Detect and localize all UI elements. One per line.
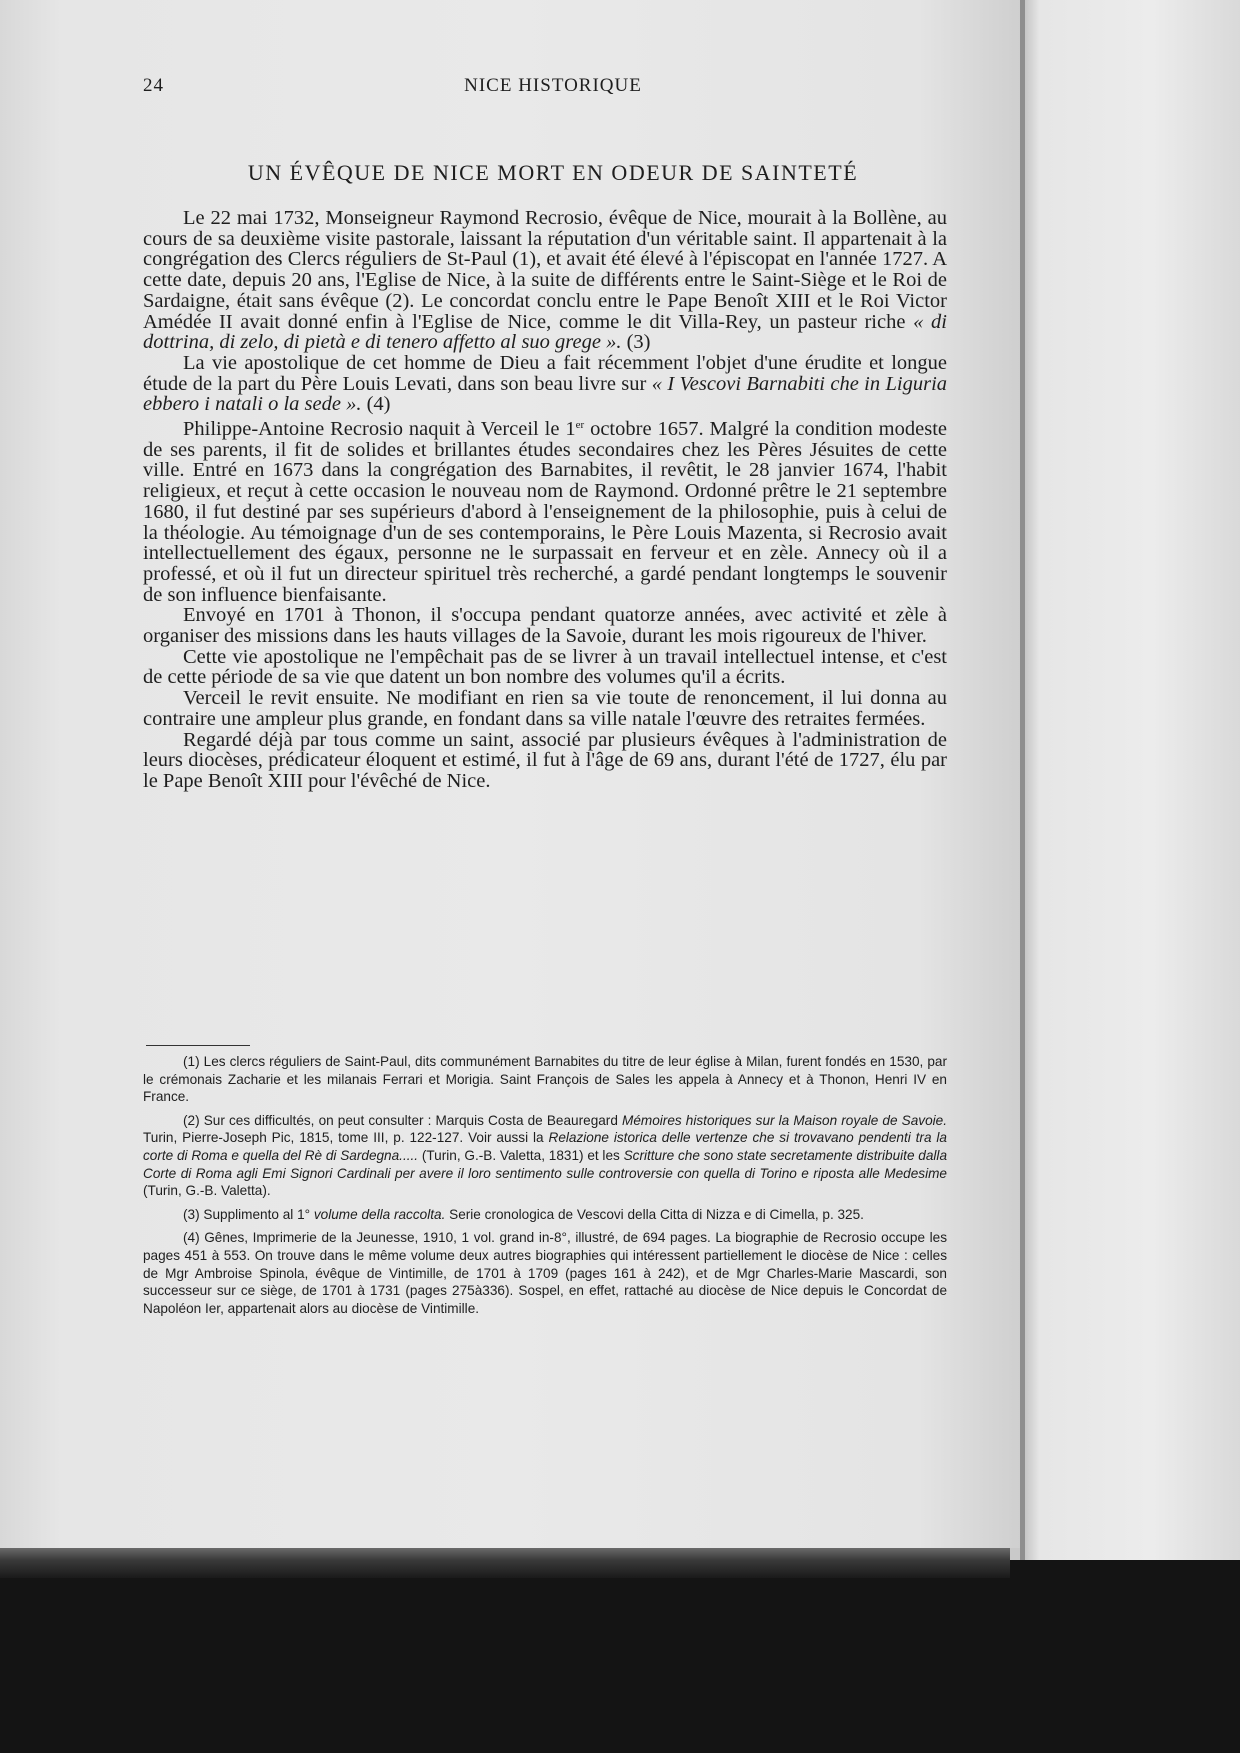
paragraph: Philippe-Antoine Recrosio naquit à Verceil le 1er octobre 1657. Malgré la condition modeste de ses parents, il fit de solides et brillantes études secondaires chez les Pères Jésuites de cette ville. Entré en 1673 dans la congrégation des Barnabites, il revêtit, le 28 janvier 1674, l'habit religieux, et reçut à cette occasion le nouveau nom de Raymond. Ordonné prêtre le 21 septembre 1680, il fut destiné par ses supérieurs d'abord à l'enseignement de la philosophie, puis à celui de la théologie. Au témoignage d'un de ses contemporains, le Père Louis Mazenta, si Recrosio avait intellectuellement des égaux, personne ne le surpassait en ferveur et en zèle. Annecy où il a professé, et où il fut un directeur spirituel très recherché, a gardé pendant longtemps le souvenir de son influence bienfaisante. bbox=[143, 418, 947, 606]
page-header bbox=[143, 75, 963, 105]
paragraph: Regardé déjà par tous comme un saint, associé par plusieurs évêques à l'administration de leurs diocèses, prédicateur éloquent et estimé, il fut à l'âge de 69 ans, durant l'été de 1727, élu par le Pape Benoît XIII pour l'évêché de Nice. bbox=[143, 728, 947, 792]
footnotes bbox=[143, 1053, 947, 1323]
footnote-3: (3) Supplimento al 1° volume della raccolta. Serie cronologica de Vescovi della Citta di Nizza e di Cimella, p. 325. bbox=[183, 1206, 864, 1222]
page-edge bbox=[1020, 0, 1025, 1560]
footnote-1: (1) Les clercs réguliers de Saint-Paul, dits communément Barnabites du titre de leur église à Milan, furent fondés en 1530, par le crémonais Zacharie et les milanais Ferrari et Morigia. Saint François de Sales les appela à Annecy et à Thonon, Henri IV en France. bbox=[143, 1054, 947, 1105]
running-title: NICE HISTORIQUE bbox=[464, 75, 642, 96]
paragraph: Verceil le revit ensuite. Ne modifiant en rien sa vie toute de renoncement, il lui donna au contraire une ampleur plus grande, en fondant dans sa ville natale l'œuvre des retraites fermées. bbox=[143, 687, 947, 730]
footnote-4: (4) Gênes, Imprimerie de la Jeunesse, 1910, 1 vol. grand in-8°, illustré, de 694 pages. La biographie de Recrosio occupe les pages 451 à 553. On trouve dans le même volume deux autres biographies qui intéressent partiellement le diocèse de Nice : celles de Mgr Ambroise Spinola, évêque de Vintimille, de 1701 à 1709 (pages 161 à 242), et de Mgr Charles-Marie Mascardi, son successeur sur ce siège, de 1701 à 1731 (pages 275à336). Sospel, en effet, rattaché au diocèse de Nice depuis le Concordat de Napoléon Ier, appartenait alors au diocèse de Vintimille. bbox=[143, 1230, 947, 1316]
article-body bbox=[143, 208, 947, 792]
article-title: UN ÉVÊQUE DE NICE MORT EN ODEUR DE SAINTETÉ bbox=[247, 160, 859, 185]
footnote-rule bbox=[146, 1045, 250, 1046]
scan-bottom-edge bbox=[0, 1548, 1010, 1578]
paragraph: Envoyé en 1701 à Thonon, il s'occupa pendant quatorze années, avec activité et zèle à organiser des missions dans les hauts villages de la Savoie, durant les mois rigoureux de l'hiver. bbox=[143, 604, 947, 648]
page-number: 24 bbox=[143, 75, 164, 96]
paragraph: Cette vie apostolique ne l'empêchait pas de se livrer à un travail intellectuel intense, et c'est de cette période de sa vie que datent un bon nombre des volumes qu'il a écrits. bbox=[143, 645, 947, 689]
paragraph: Le 22 mai 1732, Monseigneur Raymond Recrosio, évêque de Nice, mourait à la Bollène, au cours de sa deuxième visite pastorale, laissant la réputation d'un véritable saint. Il appartenait à la congrégation des Clercs réguliers de St-Paul (1), et avait été élevé à l'épiscopat en l'année 1727. A cette date, depuis 20 ans, l'Eglise de Nice, à la suite de différents entre le Saint-Siège et le Roi de Sardaigne, était sans évêque (2). Le concordat conclu entre le Pape Benoît XIII et le Roi Victor Amédée II avait donné enfin à l'Eglise de Nice, comme le dit Villa-Rey, un pasteur riche « di dottrina, di zelo, di pietà e di tenero affetto al suo grege ». (3) bbox=[143, 207, 947, 354]
facing-page bbox=[1022, 0, 1240, 1560]
footnote-2: (2) Sur ces difficultés, on peut consulter : Marquis Costa de Beauregard Mémoires historiques sur la Maison royale de Savoie. Turin, Pierre-Joseph Pic, 1815, tome III, p. 122-127. Voir aussi la Relazione istorica delle vertenze che si trovavano pendenti tra la corte di Roma e quella del Rè di Sardegna..... (Turin, G.-B. Valetta, 1831) et les Scritture che sono state secretamente distribuite dalla Corte di Roma agli Emi Signori Cardinali per avere il loro sentimento sulle controversie con quella di Torino e riposta alle Medesime (Turin, G.-B. Valetta). bbox=[143, 1112, 947, 1199]
paragraph: La vie apostolique de cet homme de Dieu a fait récemment l'objet d'une érudite et longue étude de la part du Père Louis Levati, dans son beau livre sur « I Vescovi Barnabiti che in Liguria ebbero i natali o la sede ». (4) bbox=[143, 351, 948, 416]
